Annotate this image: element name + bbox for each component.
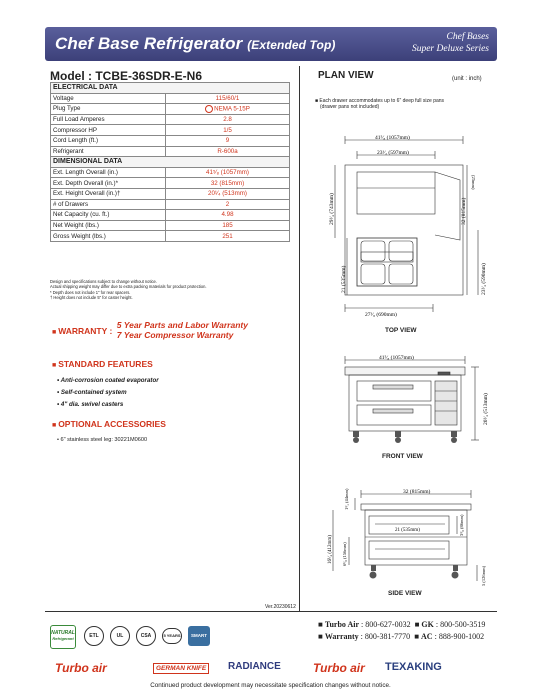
spec-table (50, 82, 290, 242)
turbo-air-logo: Turbo air (55, 661, 107, 675)
spec-row: Net Weight (lbs.) 185 (51, 220, 290, 231)
texaking-logo: TEXAKING (385, 661, 442, 673)
natural-refrigerant-logo: NATURAL Refrigerant (50, 625, 76, 649)
dim-side-depth: 32 (815mm) (403, 489, 431, 495)
footer-note: Continued product development may necessitate specification changes without notice. (150, 682, 391, 689)
spec-row: # of Drawers 2 (51, 199, 290, 210)
spec-row: Net Capacity (cu. ft.) 4.98 (51, 210, 290, 221)
spec-row: Voltage 115/60/1 (51, 93, 290, 104)
warranty-line-1: 5 Year Parts and Labor Warranty (116, 320, 248, 330)
plug-icon (205, 105, 213, 113)
spec-row: Ext. Depth Overall (in.)* 32 (815mm) (51, 178, 290, 189)
front-view-caption: FRONT VIEW (382, 453, 423, 460)
optional-accessories (52, 414, 292, 443)
standard-features (52, 354, 292, 413)
title-main: Chef Base Refrigerator (55, 34, 243, 53)
dim-top-inner: 23¹⁄₂ (597mm) (377, 150, 409, 156)
plan-view-title: PLAN VIEW (318, 70, 374, 81)
bullet-icon: ■ (52, 422, 59, 429)
top-view-caption: TOP VIEW (385, 327, 417, 334)
optional-accessories-title: OPTIONAL ACCESSORIES (58, 419, 166, 429)
model-number: Model : TCBE-36SDR-E-N6 (50, 69, 203, 83)
contact-row: ■ Turbo Air : 800-627-0032 ■ GK : 800-500-3519 (318, 620, 486, 629)
top-view-drawing (325, 130, 495, 325)
brand-logos (45, 659, 497, 679)
title-sub: (Extended Top) (247, 38, 336, 52)
dim-front-width: 41⁵⁄₈ (1057mm) (379, 355, 414, 361)
side-view-caption: SIDE VIEW (388, 590, 422, 597)
german-knife-logo: GERMAN KNIFE (153, 663, 209, 674)
bullet-icon: ■ (52, 362, 59, 369)
spec-row: Gross Weight (lbs.) 251 (51, 231, 290, 242)
warranty-label: WARRANTY : (58, 326, 113, 336)
series-label (412, 31, 489, 55)
list-item: • 4" dia. swivel casters (57, 401, 124, 408)
dim-side-right: 3³⁄₈ (86mm) (459, 514, 464, 536)
column-divider (299, 66, 300, 611)
list-item: • Self-contained system (57, 389, 127, 396)
dim-top-width: 41⁵⁄₈ (1057mm) (375, 135, 410, 141)
dim-top-depth: 32 (815mm) (461, 197, 467, 225)
warranty-block (52, 321, 248, 340)
dim-side-caster: 5 (126mm) (481, 565, 486, 586)
series-line-2: Super Deluxe Series (411, 44, 489, 54)
front-view-drawing (335, 355, 495, 450)
list-item: • Anti-corrosion coated evaporator (57, 377, 159, 384)
dim-side-top: 1³⁄₄ (44mm) (344, 488, 349, 510)
warranty-line-2: 7 Year Compressor Warranty (116, 329, 234, 340)
unit-label: (unit : inch) (452, 76, 482, 82)
spec-row: Compressor HP 1/5 (51, 125, 290, 136)
side-view-drawing (325, 486, 495, 591)
spec-row: Cord Length (ft.) 9 (51, 135, 290, 146)
dimensional-heading: DIMENSIONAL DATA (51, 157, 290, 168)
standard-features-title: STANDARD FEATURES (58, 359, 153, 369)
electrical-heading: ELECTRICAL DATA (51, 83, 290, 94)
bullet-icon: ■ (52, 329, 59, 336)
etl-logo: ETL (84, 626, 104, 646)
page-title (55, 34, 336, 54)
dim-top-drawer: 21 (535mm) (341, 265, 347, 293)
dim-front-height: 20¹⁄₄ (513mm) (483, 393, 489, 425)
ul-logo: UL (110, 626, 130, 646)
bottom-rule (45, 611, 497, 612)
contact-block (318, 619, 485, 642)
turbo-air-logo-2: Turbo air (313, 661, 365, 675)
plan-note: ■ Each drawer accommodates up to 6" deep full size pans (drawer pans not included) (315, 98, 445, 111)
dim-top-right-h: 23¹⁄₄ (590mm) (481, 263, 487, 295)
dim-top-left-depth: 29¹⁄₄ (743mm) (329, 193, 335, 225)
spec-row: Full Load Amperes 2.8 (51, 114, 290, 125)
spec-row: Plug Type NEMA 5-15P (51, 104, 290, 115)
warranty-logo: 5 YEARS (162, 628, 182, 644)
series-line-1: Chef Bases (446, 32, 489, 42)
list-item: • 6" stainless steel leg: 30221M0600 (57, 437, 148, 443)
header-banner (45, 27, 497, 61)
fine-print: Design and specifications subject to change without notice. Actual shipping weight may differ due to extra packing materials for product protection. * Depth does not include 1" for rear spacers. † Height does not include 5" for caster height. (50, 279, 207, 301)
smart-logo: SMART (188, 626, 210, 646)
dim-top-small: (25mm) (471, 175, 476, 190)
spec-row: Refrigerant R-600a (51, 146, 290, 157)
spec-row: Ext. Height Overall (in.)† 20¹⁄₄ (513mm) (51, 188, 290, 199)
dim-side-left: 16¹⁄₄ (412mm) (328, 535, 333, 564)
certification-logos (50, 622, 210, 652)
csa-logo: CSA (136, 626, 156, 646)
radiance-logo: RADIANCE (228, 661, 281, 672)
dim-side-inner: 21 (535mm) (395, 528, 420, 533)
dim-top-bottom: 27¹⁄₈ (690mm) (365, 312, 397, 318)
version-label: Ver.20230612 (265, 604, 296, 610)
spec-row: Ext. Length Overall (in.) 41⁵⁄₈ (1057mm) (51, 167, 290, 178)
contact-row: ■ Warranty : 800-381-7770 ■ AC : 888-900-1002 (318, 631, 485, 641)
dim-side-left2: 6¹⁄₈ (156mm) (342, 542, 347, 566)
